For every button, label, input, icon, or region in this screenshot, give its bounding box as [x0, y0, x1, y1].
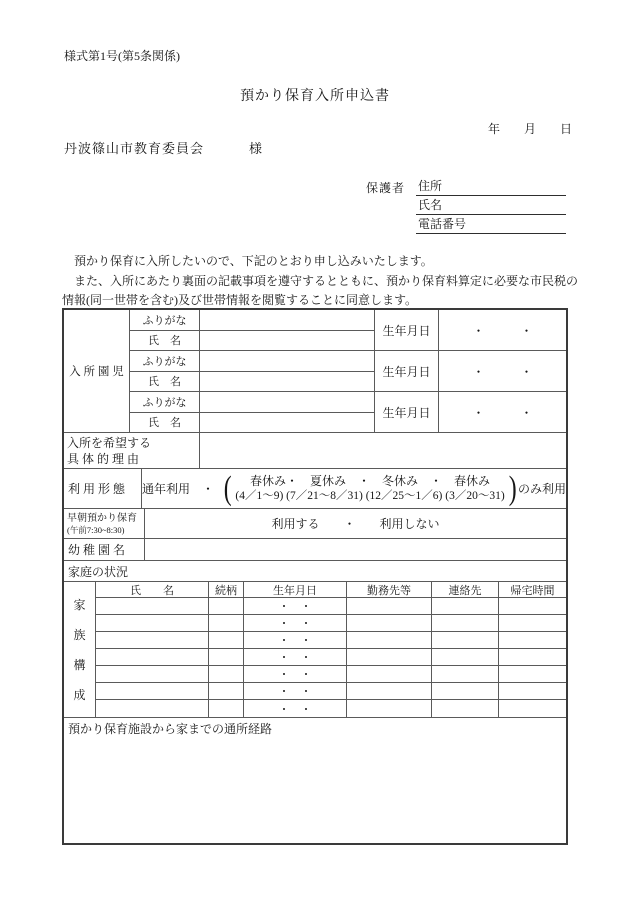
child-row-3: [130, 392, 566, 432]
family-row-1: [96, 598, 566, 615]
addressee-honorific: 様: [249, 141, 264, 156]
reason-label: [64, 433, 200, 468]
child-3-furigana-input[interactable]: [200, 392, 375, 412]
family-return-time-input[interactable]: [499, 615, 566, 631]
family-contact-input[interactable]: [432, 649, 499, 665]
early-care-options[interactable]: 利用する ・ 利用しない: [271, 517, 440, 531]
family-row-4: [96, 649, 566, 666]
household-status-label: 家庭の状況: [68, 565, 129, 579]
furigana-label: ふりがな: [130, 351, 200, 371]
intro-paragraph: [62, 252, 579, 311]
child-3-dob-input[interactable]: ・ ・: [472, 405, 533, 420]
family-return-time-input[interactable]: [499, 598, 566, 614]
family-dob-input[interactable]: ・ ・: [244, 700, 347, 717]
family-name-input[interactable]: [96, 649, 209, 665]
addressee-line: [64, 138, 263, 157]
family-dob-input[interactable]: ・ ・: [244, 598, 347, 614]
name-label: 氏 名: [130, 413, 200, 433]
name-label: 氏 名: [130, 372, 200, 392]
reason-section: [64, 433, 566, 469]
paren-close: ): [508, 469, 517, 507]
family-name-input[interactable]: [96, 632, 209, 648]
family-contact-input[interactable]: [432, 632, 499, 648]
dob-label: 生年月日: [375, 310, 439, 350]
family-dob-input[interactable]: ・ ・: [244, 649, 347, 665]
seasonal-options-dates: (4／1〜9) (7／21〜8／31) (12／25〜1／6) (3／20〜31): [235, 490, 505, 502]
seasonal-options-names[interactable]: 春休み・ 夏休み ・ 冬休み ・ 春休み: [250, 474, 491, 488]
family-side-char: 族: [73, 628, 86, 643]
reason-label-line2: 具 体 的 理 由: [67, 452, 140, 466]
family-side-char: 家: [73, 598, 86, 613]
intro-line-2: また、入所にあたり裏面の記載事項を遵守するとともに、預かり保育料算定に必要な市民税の: [62, 273, 579, 288]
family-contact-input[interactable]: [432, 615, 499, 631]
family-dob-input[interactable]: ・ ・: [244, 632, 347, 648]
family-section: [64, 582, 566, 718]
early-care-section: [64, 509, 566, 539]
addressee-name: 丹波篠山市教育委員会: [64, 141, 205, 156]
family-relation-input[interactable]: [209, 632, 244, 648]
guardian-block: [366, 177, 566, 234]
family-row-6: [96, 683, 566, 700]
route-section[interactable]: [64, 718, 566, 843]
child-1-name-input[interactable]: [200, 331, 375, 351]
application-table: [62, 308, 568, 845]
family-header-workplace: 勤務先等: [347, 582, 432, 597]
kindergarten-name-input[interactable]: [145, 539, 566, 560]
child-2-name-input[interactable]: [200, 372, 375, 392]
family-header-return-time: 帰宅時間: [510, 584, 555, 597]
family-return-time-input[interactable]: [499, 632, 566, 648]
family-dob-input[interactable]: ・ ・: [244, 666, 347, 682]
family-workplace-input[interactable]: [347, 649, 432, 665]
family-return-time-input[interactable]: [499, 666, 566, 682]
family-side-char: 構: [73, 657, 86, 672]
guardian-fields: [416, 177, 566, 234]
family-side-label: [64, 582, 96, 717]
family-table-header: [96, 582, 566, 598]
children-section-label: 入 所 園 児: [64, 310, 130, 432]
early-care-label-line1: 早朝預かり保育: [67, 512, 137, 524]
family-workplace-input[interactable]: [347, 700, 432, 717]
family-name-input[interactable]: [96, 598, 209, 614]
child-1-dob-input[interactable]: ・ ・: [472, 323, 533, 338]
family-header-relation: 続柄: [209, 582, 244, 597]
children-section: [64, 310, 566, 433]
early-care-label-line2: (午前7:30~8:30): [67, 524, 125, 535]
family-return-time-input[interactable]: [499, 683, 566, 699]
family-row-2: [96, 615, 566, 632]
family-return-time-input[interactable]: [499, 649, 566, 665]
family-name-input[interactable]: [96, 700, 209, 717]
family-dob-input[interactable]: ・ ・: [244, 615, 347, 631]
household-status-row: [64, 561, 566, 582]
family-header-contact: 連絡先: [432, 582, 499, 597]
family-workplace-input[interactable]: [347, 632, 432, 648]
form-number: 様式第1号(第5条関係): [64, 49, 180, 63]
child-row-1: [130, 310, 566, 351]
family-header-name: 氏 名: [96, 582, 209, 597]
guardian-address-label: 住所: [418, 179, 443, 193]
seasonal-options[interactable]: [235, 474, 504, 503]
family-relation-input[interactable]: [209, 683, 244, 699]
usage-full-year-option[interactable]: 通年利用: [142, 482, 191, 496]
family-contact-input[interactable]: [432, 683, 499, 699]
family-relation-input[interactable]: [209, 598, 244, 614]
furigana-label: ふりがな: [130, 392, 200, 412]
paren-open: (: [223, 469, 232, 507]
child-2-furigana-input[interactable]: [200, 351, 375, 371]
usage-section: [64, 469, 566, 509]
date-fill-line[interactable]: 年 月 日: [487, 122, 572, 136]
guardian-phone-label: 電話番号: [418, 217, 467, 231]
family-row-3: [96, 632, 566, 649]
guardian-phone-field[interactable]: [416, 215, 566, 234]
dob-label: 生年月日: [375, 351, 439, 391]
guardian-name-field[interactable]: [416, 196, 566, 215]
dob-label: 生年月日: [375, 392, 439, 432]
family-workplace-input[interactable]: [347, 615, 432, 631]
usage-separator-dot: ・: [202, 482, 215, 496]
usage-options[interactable]: [142, 469, 566, 508]
early-care-label: [64, 509, 145, 538]
family-name-input[interactable]: [96, 615, 209, 631]
family-contact-input[interactable]: [432, 598, 499, 614]
family-header-dob: 生年月日: [244, 582, 347, 597]
intro-line-3: 情報(同一世帯を含む)及び世帯情報を閲覧することに同意します。: [62, 293, 418, 307]
reason-input[interactable]: [200, 433, 566, 468]
kindergarten-label: 幼 稚 園 名: [64, 539, 145, 560]
child-3-name-input[interactable]: [200, 413, 375, 433]
children-rows: [130, 310, 566, 432]
family-return-time-input[interactable]: [499, 700, 566, 717]
family-relation-input[interactable]: [209, 649, 244, 665]
name-label: 氏 名: [130, 331, 200, 351]
family-dob-input[interactable]: ・ ・: [244, 683, 347, 699]
family-row-7: [96, 700, 566, 717]
intro-line-1: 預かり保育に入所したいので、下記のとおり申し込みいたします。: [62, 254, 433, 268]
reason-label-line1: 入所を希望する: [67, 436, 152, 450]
guardian-label: 保護者: [366, 181, 406, 195]
usage-suffix: のみ利用: [517, 482, 566, 496]
family-name-input[interactable]: [96, 683, 209, 699]
child-row-2: [130, 351, 566, 392]
family-name-input[interactable]: [96, 666, 209, 682]
guardian-address-field[interactable]: [416, 177, 566, 196]
guardian-name-label: 氏名: [418, 198, 443, 212]
family-row-5: [96, 666, 566, 683]
usage-label: 利 用 形 態: [64, 469, 142, 508]
family-contact-input[interactable]: [432, 666, 499, 682]
family-table: [96, 582, 566, 717]
family-side-char: 成: [73, 687, 86, 702]
child-1-furigana-input[interactable]: [200, 310, 375, 330]
family-relation-input[interactable]: [209, 666, 244, 682]
family-workplace-input[interactable]: [347, 683, 432, 699]
family-relation-input[interactable]: [209, 615, 244, 631]
page-title: 預かり保育入所申込書: [240, 89, 390, 104]
family-relation-input[interactable]: [209, 700, 244, 717]
route-label: 預かり保育施設から家までの通所経路: [68, 722, 273, 736]
child-2-dob-input[interactable]: ・ ・: [472, 364, 533, 379]
family-workplace-input[interactable]: [347, 598, 432, 614]
furigana-label: ふりがな: [130, 310, 200, 330]
family-contact-input[interactable]: [432, 700, 499, 717]
family-workplace-input[interactable]: [347, 666, 432, 682]
kindergarten-section: [64, 539, 566, 561]
